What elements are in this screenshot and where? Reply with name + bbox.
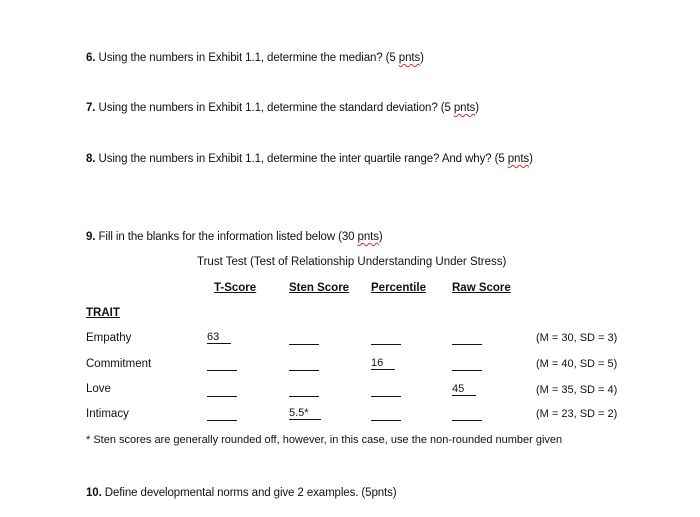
blank-sten-score[interactable]	[289, 370, 319, 371]
question-10	[86, 487, 397, 499]
footnote: * Sten scores are generally rounded off, however, in this case, use the non-rounded number given	[86, 434, 563, 446]
question-text: Fill in the blanks for the information listed below (30	[95, 231, 358, 243]
blank-percentile[interactable]	[371, 420, 401, 421]
percentile-value	[371, 357, 395, 369]
row-label-empathy: Empathy	[86, 332, 132, 344]
row-label-love: Love	[86, 383, 111, 395]
filled-value: 45	[452, 383, 476, 396]
blank-raw-score[interactable]	[452, 420, 482, 421]
blank-sten-score[interactable]	[289, 396, 319, 397]
question-7	[86, 102, 479, 114]
blank-percentile[interactable]	[371, 344, 401, 345]
points-abbrev: pnts	[507, 153, 530, 165]
filled-value: 63	[207, 331, 231, 344]
question-text: Using the numbers in Exhibit 1.1, determine the median? (5	[95, 52, 399, 64]
t-score-value	[207, 331, 231, 343]
question-8	[86, 153, 533, 165]
blank-t-score[interactable]	[207, 396, 237, 397]
paren: )	[420, 52, 424, 64]
column-header-raw-score: Raw Score	[452, 282, 511, 294]
blank-raw-score[interactable]	[452, 370, 482, 371]
filled-value: 5.5*	[289, 407, 321, 420]
points-abbrev: pnts	[453, 102, 476, 114]
question-9	[86, 231, 383, 243]
paren: )	[378, 231, 383, 243]
table-title: Trust Test (Test of Relationship Understanding Under Stress)	[197, 256, 507, 268]
blank-t-score[interactable]	[207, 370, 237, 371]
filled-value: 16	[371, 357, 395, 370]
question-text: Using the numbers in Exhibit 1.1, determine the inter quartile range? And why? (5	[95, 153, 508, 165]
row-stats: (M = 40, SD = 5)	[536, 358, 618, 370]
points-abbrev: pnts	[398, 52, 421, 64]
column-header-percentile: Percentile	[371, 282, 426, 294]
row-label-intimacy: Intimacy	[86, 408, 129, 420]
question-text: Using the numbers in Exhibit 1.1, determine the standard deviation? (5	[95, 102, 454, 114]
blank-percentile[interactable]	[371, 396, 401, 397]
question-text: Define developmental norms and give 2 examples. (5pnts)	[101, 487, 397, 499]
points-abbrev: pnts	[357, 231, 379, 243]
paren: )	[475, 102, 479, 114]
row-stats: (M = 35, SD = 4)	[536, 384, 618, 396]
trait-header: TRAIT	[86, 307, 120, 319]
question-number: 10.	[86, 487, 102, 499]
paren: )	[529, 153, 533, 165]
row-label-commitment: Commitment	[86, 358, 152, 370]
question-6	[86, 52, 424, 64]
blank-t-score[interactable]	[207, 420, 237, 421]
blank-raw-score[interactable]	[452, 344, 482, 345]
question-number: 7.	[86, 102, 96, 114]
column-header-sten-score: Sten Score	[289, 282, 350, 294]
raw-score-value	[452, 383, 476, 395]
question-number: 6.	[86, 52, 96, 64]
row-stats: (M = 30, SD = 3)	[536, 332, 618, 344]
row-stats: (M = 23, SD = 2)	[536, 408, 618, 420]
question-number: 8.	[86, 153, 96, 165]
column-header-t-score: T-Score	[214, 282, 257, 294]
question-number: 9.	[86, 231, 96, 243]
blank-sten-score[interactable]	[289, 344, 319, 345]
sten-score-value	[289, 407, 321, 419]
